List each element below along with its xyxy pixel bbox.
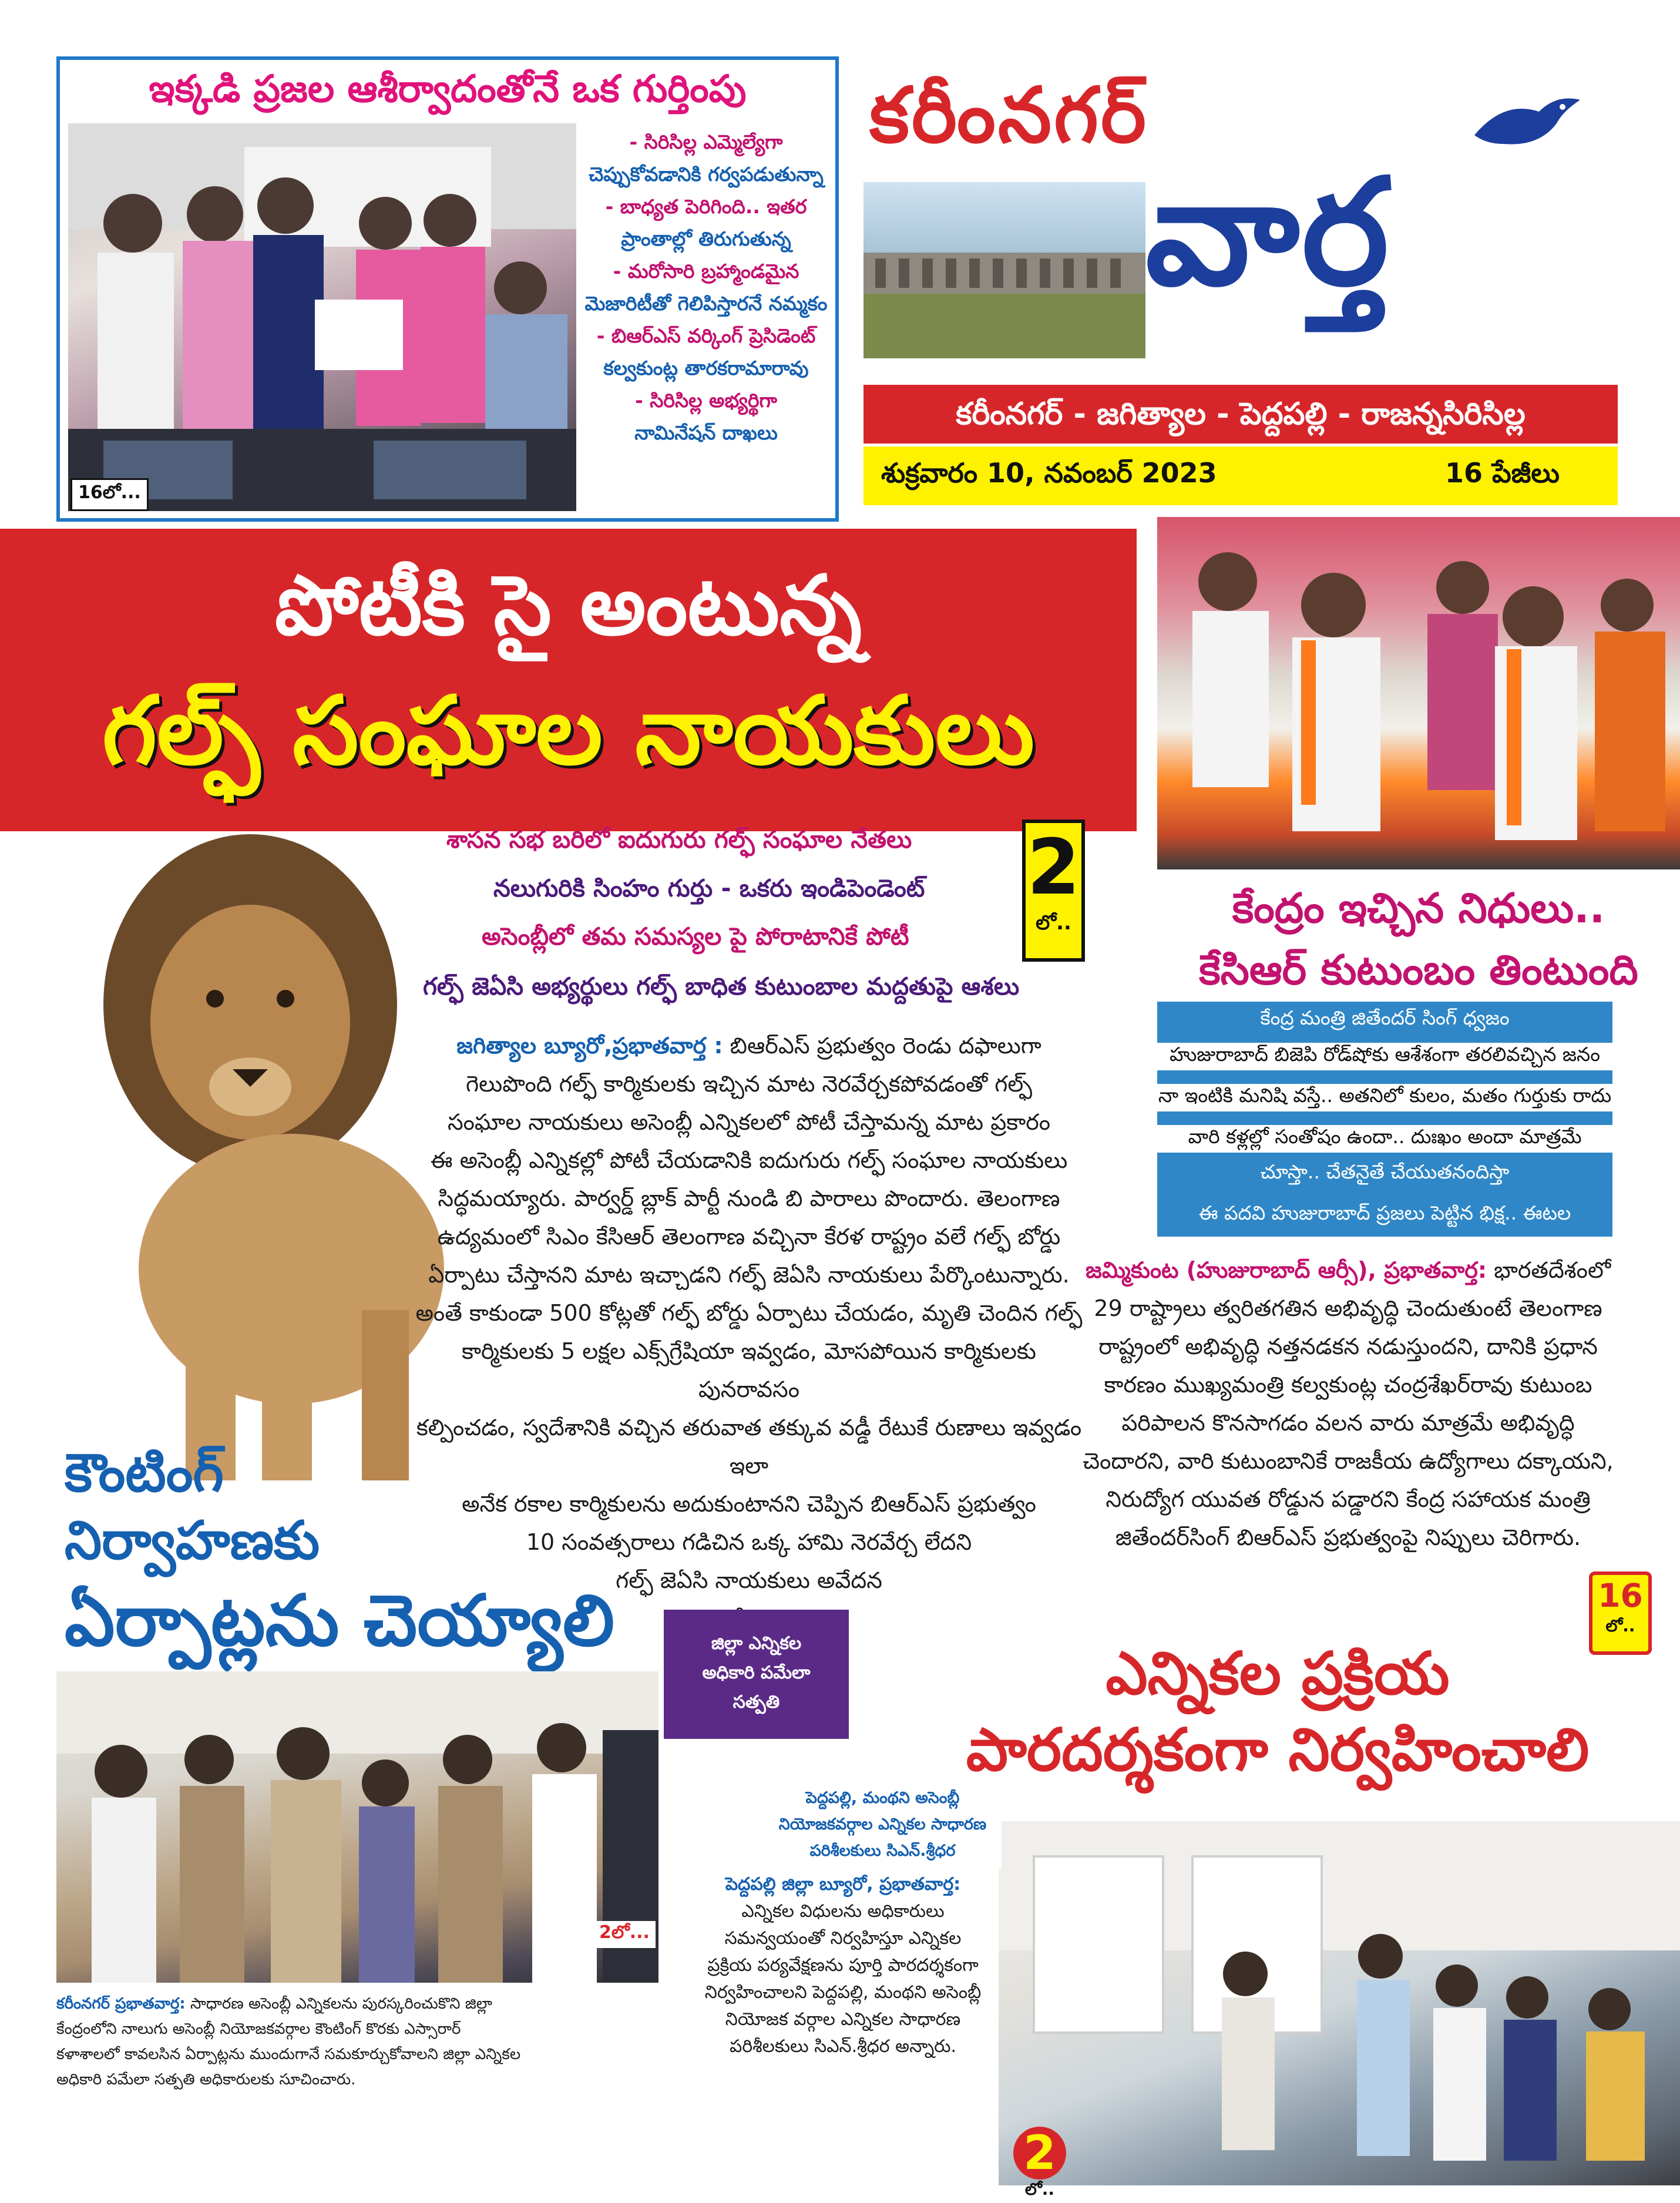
badge-label: లో.. [1024,2180,1055,2199]
bjp-headline-line1: కేంద్రం ఇచ్చిన నిధులు.. [1232,884,1605,932]
badge-label: లో.. [1036,911,1071,935]
tag-line: పరిశీలకులు సిఎన్.శ్రీధర [809,1842,956,1860]
bullet-line: మెజారిటీతో గెలిపిస్తారనే నమ్మకం [584,292,828,315]
dove-logo-icon [1469,88,1586,159]
bjp-story-body [1031,1251,1665,1557]
body-line: సిద్ధమయ్యారు. పార్వర్డ్ బ్లాక్ పార్టీ నుండి బి పారాలు పొందారు. తెలంగాణ [438,1186,1060,1211]
ktr-nomination-photo [68,123,576,511]
ktr-jump-label: 16లో... [70,478,149,511]
page-count: 16 పేజీలు [1445,457,1560,489]
counting-headline-line1: కౌంటింగ్ [65,1442,224,1504]
highlight-line: కేంద్ర మంత్రి జితేందర్ సింగ్ ధ్వజం [1260,1006,1510,1029]
main-headline-line1: పోటీకి సై అంటున్న [275,558,862,654]
process-headline-line1: ఎన్నికల ప్రక్రియ [1106,1639,1450,1708]
ktr-bullet-list [583,127,829,451]
body-line: రాష్ట్రంలో అభివృద్ధి నత్తనడకన నడుస్తుందని, దానికి ప్రధాన [1098,1334,1598,1359]
bullet-line: - బిఆర్ఎస్ వర్కింగ్ ప్రెసిడెంట్ [596,324,816,347]
body-line: సాధారణ అసెంబ్లీ ఎన్నికలను పురస్కరించుకొని జిల్లా [190,1995,492,2013]
tag-line: అధికారి పమేలా [702,1663,811,1683]
bjp-headline-line2: కేసిఆర్ కుటుంబం తింటుంది [1199,946,1638,994]
bjp-highlights-box [1157,1002,1612,1237]
page2-jump-badge [1022,820,1085,962]
body-line: 29 రాష్ట్రాలు త్వరితగతిన అభివృద్ధి చెందుతుంటే తెలంగాణ [1094,1295,1602,1321]
body-line: పరిపాలన కొనసాగడం వలన వారు మాత్రమే అభివృద్ధి [1121,1410,1575,1436]
counting-inspection-photo [56,1671,658,1983]
body-line: ఈ అసెంబ్లీ ఎన్నికల్లో పోటీ చేయడానికి ఐదుగురు గల్ఫ్ సంఘాల నాయకులు [430,1147,1068,1173]
masthead-name-main: వార్త [1145,147,1392,318]
badge-number: 16 [1598,1577,1643,1614]
rally-photo-icon [1157,517,1680,869]
tag-line: నియోజకవర్గాల ఎన్నికల సాధారణ [778,1815,987,1833]
main-story-body [411,1027,1087,1638]
bullet-line: నామినేషన్ దాఖలు [634,421,778,444]
body-line: సమన్వయంతో నిర్వహిస్తూ ఎన్నికల [724,1928,962,1949]
body-line: సంఘాల నాయకులు అసెంబ్లీ ఎన్నికలలో పోటీ చేస్తామన్న మాట ప్రకారం [447,1109,1050,1135]
masthead-cities: కరీంనగర్ - జగిత్యాల - పెద్దపల్లి - రాజన్నసిరిసిల్ల [863,385,1618,444]
tag-line: పెద్దపల్లి, మంథని అసెంబ్లీ [805,1789,960,1807]
pamela-caption-tag [664,1610,849,1739]
dam-photo [863,182,1145,358]
body-line: గెలుపొంది గల్ఫ్ కార్మికులకు ఇచ్చిన మాట నెరవేర్చకపోవడంతో గల్ఫ్ [465,1071,1033,1097]
highlight-line: ఈ పదవి హుజురాబాద్ ప్రజలు పెట్టిన భిక్ష.. ఈటల [1198,1201,1571,1224]
bullet-line: చెప్పుకోవడానికి గర్వపడుతున్నా [589,163,824,186]
masthead-name-top: కరీంనగర్ [869,70,1149,160]
process-headline-line2: పారదర్శకంగా నిర్వహించాలి [966,1715,1590,1784]
body-line: పరిశీలకులు సిఎన్.శ్రీధర అన్నారు. [730,2036,956,2057]
main-subhead: నలుగురికి సింహం గుర్తు - ఒకరు ఇండిపెండెంట్ [493,874,925,902]
body-line: బిఆర్ఎస్ ప్రభుత్వం రెండు దఫాలుగా [730,1033,1041,1059]
badge-label: లో.. [1605,1616,1635,1636]
body-line: కార్మికులకు 5 లక్షల ఎక్స్‌గ్రేషియా ఇవ్వడం, మోసపోయిన కార్మికులకు పునరావసం [462,1338,1036,1402]
observer-meeting-photo [999,1821,1680,2185]
bullet-line: - మరోసారి బ్రహ్మాండమైన [613,260,799,283]
body-line: ఉద్యమంలో సిఎం కేసిఆర్ తెలంగాణ వచ్చినా కేరళ రాష్ట్రం వలే గల్ఫ్ బోర్డు [437,1224,1061,1250]
body-line: ఏర్పాటు చేస్తానని మాట ఇచ్చాడని గల్ఫ్ జెఏసి నాయకులు పేర్కొంటున్నారు. [428,1262,1070,1288]
process-story-body [690,1871,996,2060]
main-dateline: జగిత్యాల బ్యూరో,ప్రభాతవార్త : [456,1033,723,1059]
body-line: 10 సంవత్సరాలు గడిచిన ఒక్క హామి నెరవేర్చ లేదని [526,1529,972,1555]
body-line: కారణం ముఖ్యమంత్రి కల్వకుంట్ల చంద్రశేఖర్‌రావు కుటుంబ [1104,1372,1592,1398]
tag-line: జిల్లా ఎన్నికల [711,1633,802,1654]
bullet-line: - సిరిసిల్ల ఎమ్మెల్యేగా [629,130,783,153]
body-line: ఎన్నికల విధులను అధికారులు [741,1901,945,1922]
body-line: కళాశాలలో కావలసిన ఏర్పాట్లను ముందుగానే సమకూర్చుకోవాలని జిల్లా ఎన్నికల [56,2046,521,2063]
counting-headline-line2: నిర్వాహణకు [65,1510,320,1571]
body-line: అంతే కాకుండా 500 కోట్లతో గల్ఫ్ బోర్డు ఏర్పాటు చేయడం, మృతి చెందిన గల్ఫ్ [415,1300,1083,1326]
main-headline-line2: గల్ఫ్ సంఘాల నాయకులు [102,676,1035,785]
body-line: అధికారి పమేలా సత్పతి అధికారులకు సూచించారు. [56,2071,356,2088]
process-dateline: పెద్దపల్లి జిల్లా బ్యూరో, ప్రభాతవార్త: [725,1874,961,1895]
ktr-nomination-box [56,56,839,522]
body-line: నిరుద్యోగ యువత రోడ్డున పడ్డారని కేంద్ర సహాయక మంత్రి [1106,1486,1591,1512]
highlight-line: నా ఇంటికి మనిషి వస్తే.. అతనిలో కులం, మతం గుర్తుకు రాదు [1157,1084,1612,1111]
counting-story-body [56,1992,658,2093]
main-subhead: గల్ఫ్ జెఏసి అభ్యర్థులు గల్ఫ్ బాధిత కుటుంబాల మద్దతుపై ఆశలు [423,972,1020,1000]
body-line: భారతదేశంలో [1494,1257,1611,1283]
body-line: గల్ఫ్ జెఏసి నాయకులు అవేదన [616,1567,882,1593]
body-line: చెందారని, వారి కుటుంబానికే రాజకీయ ఉద్యోగాలు దక్కాయని, [1083,1448,1614,1474]
body-line: నియోజక వర్గాల ఎన్నికల సాధారణ [725,2009,961,2030]
body-line: జితేందర్‌సింగ్ బిఆర్ఎస్ ప్రభుత్వంపై నిప్పులు చెరిగారు. [1115,1524,1581,1550]
bullet-line: - బాధ్యత పెరిగింది.. ఇతర [605,195,807,218]
tag-line: సత్పతి [733,1692,780,1712]
bjp-dateline: జమ్మికుంట (హుజురాబాద్ ఆర్సీ), ప్రభాతవార్త: [1085,1257,1487,1283]
highlight-line: హుజురాబాద్ బిజెపి రోడ్‌షోకు ఆశేశంగా తరలివచ్చిన జనం [1157,1043,1612,1070]
main-subhead: శాసన సభ బరిలో ఐదుగురు గల్ఫ్ సంఘాల నేతలు [446,825,912,854]
inspection-photo-icon [56,1671,658,1983]
ktr-headline: ఇక్కడి ప్రజల ఆశీర్వాదంతోనే ఒక గుర్తింపు [149,68,747,111]
body-line: ప్రక్రియ పర్యవేక్షణను పూర్తి పారదర్శకంగా [707,1955,979,1976]
badge-number: 2 [1013,2127,1066,2180]
bullet-line: - సిరిసిల్ల అభ్యర్థిగా [635,389,777,412]
dam-photo-icon [863,182,1145,358]
body-line: అనేక రకాల కార్మికులను అదుకుంటానని చెప్పిన బిఆర్ఎస్ ప్రభుత్వం [462,1491,1036,1517]
counting-dateline: కరీంనగర్ ప్రభాతవార్త: [56,1995,186,2013]
counting-jump-label: 2లో... [593,1921,656,1948]
meeting-photo-icon [999,1821,1680,2185]
people-photo-icon [68,123,576,511]
observer-caption-tag [764,1786,1002,1868]
counting-headline-line3: ఏర్పాట్లను చెయ్యాలి [65,1580,615,1662]
highlight-line: చూస్తా.. చేతనైతే చేయుతనందిస్తా [1260,1160,1510,1183]
process-jump-badge [1013,2127,1066,2197]
badge-number: 2 [1027,822,1080,912]
body-line: కల్పించడం, స్వదేశానికి వచ్చిన తరువాత తక్కువ వడ్డీ రేటుకే రుణాలు ఇవ్వడం ఇలా [416,1415,1082,1479]
issue-date: శుక్రవారం 10, నవంబర్ 2023 [881,457,1217,489]
highlight-line: వారి కళ్లల్లో సంతోషం ఉందా.. దుఃఖం అందా మాత్రమే [1157,1125,1612,1153]
bjp-roadshow-photo [1157,517,1680,869]
body-line: కేంద్రంలోని నాలుగు అసెంబ్లీ నియోజకవర్గాల కౌంటింగ్ కొరకు ఎస్సారార్ [56,2020,461,2038]
bullet-line: ప్రాంతాల్లో తిరుగుతున్న [621,227,791,250]
bullet-line: కల్వకుంట్ల తారకరామారావు [603,357,809,380]
body-line: నిర్వహించాలని పెద్దపల్లి, మంథని అసెంబ్లీ [704,1982,982,2003]
main-subhead: అసెంబ్లీలో తమ సమస్యల పై పోరాటానికే పోటీ [482,922,909,951]
